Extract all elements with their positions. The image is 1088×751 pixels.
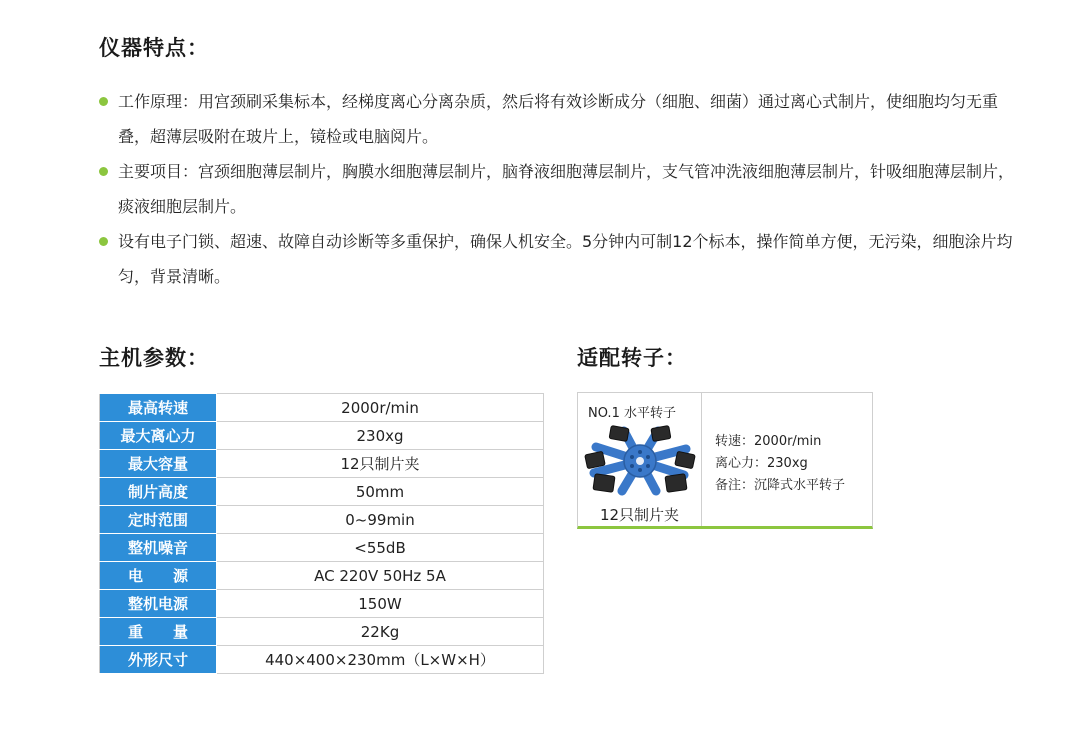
rotor-card xyxy=(577,392,873,529)
table-row xyxy=(100,646,544,674)
rotor-image-icon xyxy=(584,423,696,499)
spec-key: 最大离心力 xyxy=(100,422,217,450)
spec-value: 50mm xyxy=(217,478,544,506)
feature-item xyxy=(99,224,1029,294)
table-row xyxy=(100,450,544,478)
rotor-divider xyxy=(701,393,702,526)
spec-key: 电 源 xyxy=(100,562,217,590)
rotor-detail: 离心力：230xg xyxy=(715,456,808,471)
spec-value: 12只制片夹 xyxy=(217,450,544,478)
table-row xyxy=(100,590,544,618)
spec-key: 重 量 xyxy=(100,618,217,646)
spec-key: 整机电源 xyxy=(100,590,217,618)
table-row xyxy=(100,506,544,534)
feature-item xyxy=(99,154,1029,224)
rotor-title: 适配转子： xyxy=(577,346,687,370)
features-list xyxy=(99,84,1029,294)
rotor-details xyxy=(715,431,845,497)
rotor-detail: 转速：2000r/min xyxy=(715,434,822,449)
bullet-dot-icon xyxy=(99,97,108,106)
table-row xyxy=(100,534,544,562)
table-row xyxy=(100,562,544,590)
spec-key: 制片高度 xyxy=(100,478,217,506)
spec-value: <55dB xyxy=(217,534,544,562)
table-row xyxy=(100,478,544,506)
spec-value: 150W xyxy=(217,590,544,618)
specs-table xyxy=(99,393,544,674)
spec-value: 0~99min xyxy=(217,506,544,534)
spec-key: 最高转速 xyxy=(100,394,217,422)
table-row xyxy=(100,422,544,450)
spec-value: 440×400×230mm（L×W×H） xyxy=(217,646,544,674)
specs-title: 主机参数： xyxy=(99,346,209,370)
rotor-detail: 备注：沉降式水平转子 xyxy=(715,478,846,493)
table-row xyxy=(100,618,544,646)
feature-text: 工作原理：用宫颈刷采集标本，经梯度离心分离杂质，然后将有效诊断成分（细胞、细菌）通过离心式制片，使细胞均匀无重叠，超薄层吸附在玻片上，镜检或电脑阅片。 xyxy=(118,92,999,146)
spec-value: 230xg xyxy=(217,422,544,450)
spec-value: AC 220V 50Hz 5A xyxy=(217,562,544,590)
features-title: 仪器特点： xyxy=(99,36,209,60)
table-row xyxy=(100,394,544,422)
spec-key: 最大容量 xyxy=(100,450,217,478)
bullet-dot-icon xyxy=(99,237,108,246)
rotor-caption: 12只制片夹 xyxy=(599,506,680,524)
feature-text: 主要项目：宫颈细胞薄层制片，胸膜水细胞薄层制片，脑脊液细胞薄层制片，支气管冲洗液细胞薄层制片，针吸细胞薄层制片，痰液细胞层制片。 xyxy=(118,162,1015,216)
rotor-name: NO.1 水平转子 xyxy=(588,406,676,421)
feature-text: 设有电子门锁、超速、故障自动诊断等多重保护，确保人机安全。5分钟内可制12个标本，操作简单方便，无污染，细胞涂片均匀，背景清晰。 xyxy=(118,232,1013,286)
spec-key: 定时范围 xyxy=(100,506,217,534)
spec-value: 22Kg xyxy=(217,618,544,646)
bullet-dot-icon xyxy=(99,167,108,176)
feature-item xyxy=(99,84,1029,154)
spec-key: 外形尺寸 xyxy=(100,646,217,674)
spec-key: 整机噪音 xyxy=(100,534,217,562)
spec-value: 2000r/min xyxy=(217,394,544,422)
